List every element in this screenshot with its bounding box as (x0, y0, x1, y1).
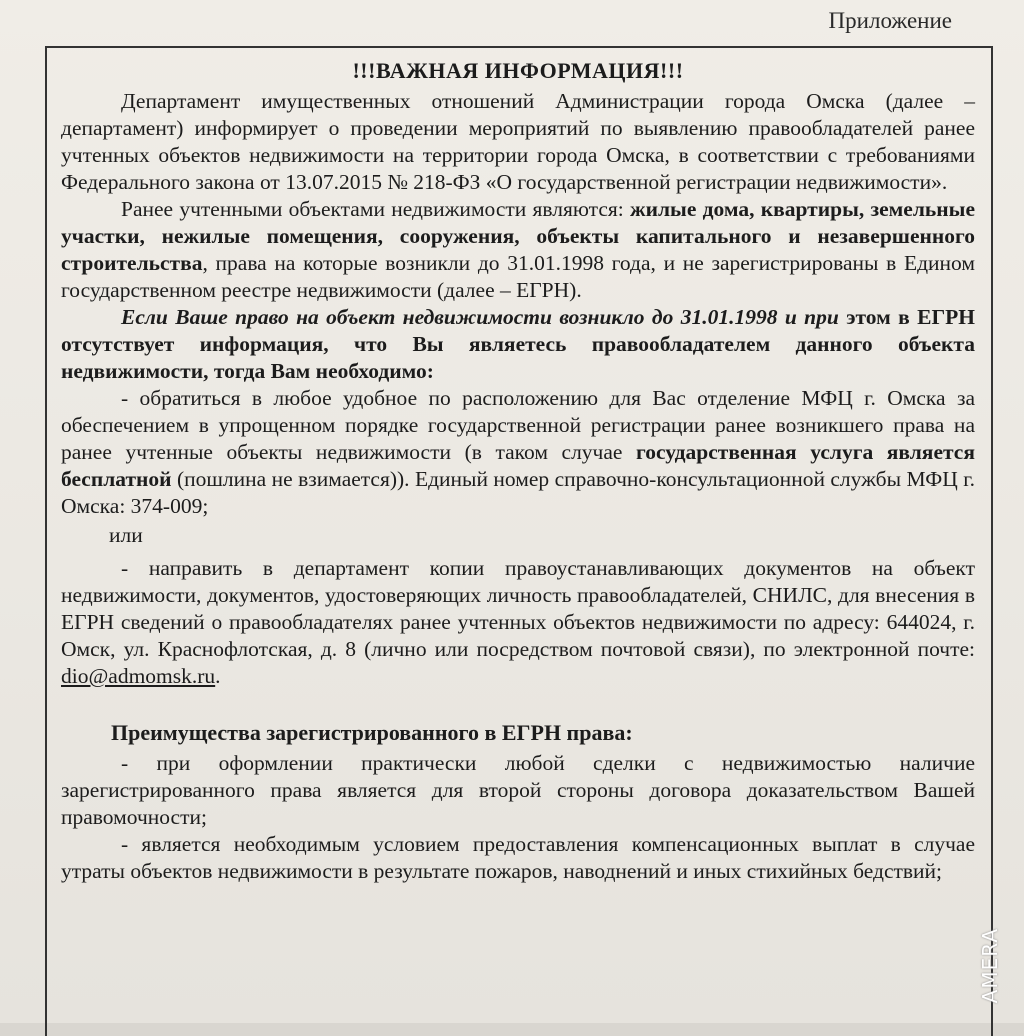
objects-list: жилые дома, квартиры, земельные участки, нежилые помещения, сооружения, объекты капитального и незавершенного строительства (61, 197, 975, 275)
free-service-text: государственная услуга является бесплатной (61, 440, 975, 491)
email-link[interactable]: dio@admomsk.ru (61, 664, 216, 688)
objects-paragraph (61, 196, 975, 304)
option-mfc-tail: (пошлина не взимается)). Единый номер справочно-консультационной службы МФЦ г. Омска: 374-009; (61, 467, 975, 518)
intro-paragraph: Департамент имущественных отношений Администрации города Омска (далее – департамент) информирует о проведении мероприятий по выявлению правообладателей ранее учтенных объектов недвижимости на территории города Омска, в соответствии с требованиями Федерального закона от 13.07.2015 № 218-ФЗ «О государственной регистрации недвижимости». (61, 89, 975, 194)
objects-lead: Ранее учтенными объектами недвижимости являются: (121, 197, 631, 221)
condition-rest: этом в ЕГРН отсутствует информация, что Вы являетесь правообладателем данного объекта недвижимости, тогда Вам необходимо: (61, 305, 975, 383)
option-mfc-lead: - обратиться в любое удобное по расположению для Вас отделение МФЦ г. Омска за обеспечением в упрощенном порядке государственной регистрации ранее возникшего права на ранее учтенные объекты недвижимости (в таком случае (61, 386, 975, 464)
advantage-item-1: - при оформлении практически любой сделки с недвижимостью наличие зарегистрированного права является для второй стороны договора доказательством Вашей правомочности; (61, 751, 975, 829)
notice-title: !!!ВАЖНАЯ ИНФОРМАЦИЯ!!! (352, 58, 684, 83)
option-department-paragraph (61, 555, 975, 690)
option-mfc-paragraph (61, 385, 975, 520)
spacer (61, 690, 975, 720)
condition-italic: Если Ваше право на объект недвижимости возникло до 31.01.1998 и при (121, 305, 839, 329)
appendix-label: Приложение (828, 8, 952, 33)
condition-paragraph (61, 304, 975, 385)
option-department-lead: - направить в департамент копии правоустанавливающих документов на объект недвижимости, документов, удостоверяющих личность правообладателей, СНИЛС, для внесения в ЕГРН сведений о правообладателях ранее учтенных объектов недвижимости по адресу: 644024, г. Омск, ул. Краснофлотская, д. 8 (лично или посредством почтовой связи), по электронной почте: (61, 556, 975, 661)
advantage-item-2: - является необходимым условием предоставления компенсационных выплат в случае утраты объектов недвижимости в результате пожаров, наводнений и иных стихийных бедствий; (61, 832, 975, 883)
notice-frame (45, 46, 993, 1036)
camera-watermark: AMERA (978, 928, 1002, 1004)
advantages-heading: Преимущества зарегистрированного в ЕГРН права: (111, 720, 633, 745)
objects-tail: , права на которые возникли до 31.01.1998 года, и не зарегистрированы в Едином государственном реестре недвижимости (далее – ЕГРН). (61, 251, 975, 302)
or-label: или (109, 523, 143, 547)
option-department-tail: . (215, 664, 221, 688)
